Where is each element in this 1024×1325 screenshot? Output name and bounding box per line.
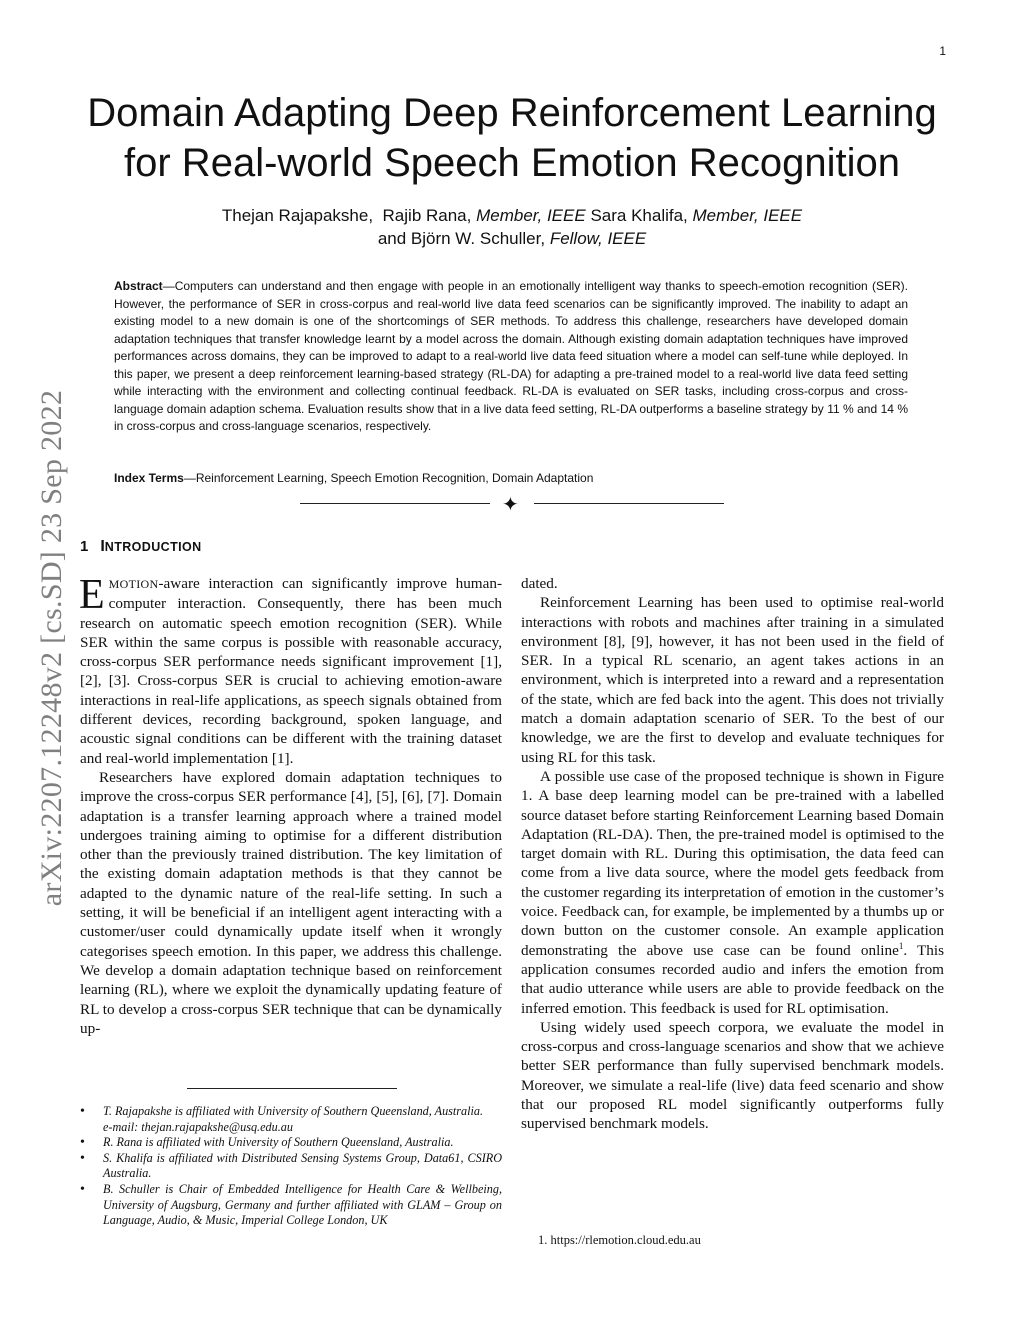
author-2-role: Member, IEEE bbox=[476, 206, 586, 225]
author-3: Sara Khalifa, bbox=[590, 206, 688, 225]
left-column bbox=[80, 574, 502, 1038]
index-terms-label: Index Terms bbox=[114, 471, 184, 485]
index-terms bbox=[114, 470, 908, 487]
author-4: and Björn W. Schuller, bbox=[377, 229, 546, 248]
title-line-2: for Real-world Speech Emotion Recognition bbox=[124, 141, 900, 185]
section-title-initial: I bbox=[100, 538, 105, 555]
section-title-rest: NTRODUCTION bbox=[104, 540, 202, 554]
intro-smallcaps: MOTION bbox=[108, 577, 159, 591]
section-separator bbox=[300, 494, 724, 514]
index-terms-text: —Reinforcement Learning, Speech Emotion Recognition, Domain Adaptation bbox=[183, 471, 594, 485]
intro-paragraph-1-text: -aware interaction can significantly improve human-computer interaction. Consequently, there has been much research on automatic speech emotion recognition (SER). While SER within the same corpus is possible with reasonable accuracy, cross-corpus SER performance needs significant improvement [1], [2], [3]. Cross-corpus SER is crucial to achieving emotion-aware interactions in real-life applications, as speech signals obtained from different devices, recording background, spoken language, and acoustic signal conditions can be different with the training dataset and real-world implementation [1]. bbox=[80, 575, 502, 767]
intro-paragraph-4-text-end: . This application consumes recorded audio and infers the emotion from that audio utterance while users are able to provide feedback on the inferred emotion. This feedback is used for RL optimisation. bbox=[521, 941, 945, 1017]
section-heading-introduction bbox=[80, 538, 202, 556]
arxiv-identifier-stamp: arXiv:2207.12248v2 [cs.SD] 23 Sep 2022 bbox=[35, 389, 68, 907]
author-affiliations bbox=[80, 1104, 502, 1229]
page-number: 1 bbox=[939, 44, 946, 58]
separator-star-icon: ✦ bbox=[502, 494, 519, 516]
title-line-1: Domain Adapting Deep Reinforcement Learning bbox=[87, 91, 937, 135]
abstract-text: —Computers can understand and then engage with people in an emotionally intelligent way thanks to speech-emotion recognition (SER). However, the performance of SER in cross-corpus and real-world live data feed scenarios can be significantly improved. The inability to adapt an existing model to a new domain is one of the shortcomings of SER methods. To address this challenge, researchers have developed domain adaptation techniques that transfer knowledge learnt by a model across the domain. Although existing domain adaptation techniques have improved performances across domains, they can be improved to adapt to a real-world live data feed situation where a model can self-tune while deployed. In this paper, we present a deep reinforcement learning-based strategy (RL-DA) for adapting a pre-trained model to a real-world live data feed setting while interacting with the environment and collecting continual feedback. RL-DA is evaluated on SER tasks, including cross-corpus and cross-language domain adaption schema. Evaluation results show that in a live data feed setting, RL-DA outperforms a baseline strategy by 11 % and 14 % in cross-corpus and cross-language scenarios, respectively. bbox=[114, 279, 908, 433]
intro-paragraph-continuation: dated. bbox=[521, 575, 558, 592]
paper-title bbox=[80, 88, 944, 188]
affiliation-schuller: B. Schuller is Chair of Embedded Intelligence for Health Care & Wellbeing, University of Augsburg, Germany and further affiliated with GLAM – Group on Language, Audio, & Music, Imperial College London, UK bbox=[103, 1181, 502, 1228]
affiliation-rana: R. Rana is affiliated with University of Southern Queensland, Australia. bbox=[103, 1135, 454, 1150]
intro-paragraph-1 bbox=[80, 574, 502, 768]
footnote-rule bbox=[187, 1088, 397, 1089]
affiliation-item bbox=[80, 1104, 502, 1135]
affiliation-khalifa: S. Khalifa is affiliated with Distributed Sensing Systems Group, Data61, CSIRO Australia. bbox=[103, 1150, 502, 1181]
abstract bbox=[114, 278, 908, 436]
intro-paragraph-3: Reinforcement Learning has been used to optimise real-world interactions with robots and machines after training in a simulated environment [8], [9], however, it has not been used in the field of SER. In a typical RL scenario, an agent takes actions in an environment, which is interpreted into a reward and a representation of the state, which are fed back into the agent. This does not trivially match a domain adaptation scenario of SER. To the best of our knowledge, we are the first to develop and evaluate techniques for using RL for this task. bbox=[521, 594, 944, 766]
section-number: 1 bbox=[80, 538, 89, 555]
intro-paragraph-4 bbox=[521, 767, 944, 1018]
affiliation-item bbox=[80, 1135, 502, 1151]
intro-paragraph-5: Using widely used speech corpora, we evaluate the model in cross-corpus and cross-language scenarios and show that we achieve better SER performance than fully supervised benchmark models. Moreover, we simulate a real-life (live) data feed scenario and show that our proposed RL model significantly outperforms fully supervised benchmark models. bbox=[521, 1018, 944, 1133]
author-4-role: Fellow, IEEE bbox=[549, 229, 647, 248]
affiliation-item bbox=[80, 1151, 502, 1182]
separator-line-right bbox=[534, 503, 724, 504]
author-3-role: Member, IEEE bbox=[692, 206, 803, 225]
drop-cap: E bbox=[79, 572, 105, 618]
footnote-url: 1. https://rlemotion.cloud.edu.au bbox=[538, 1233, 701, 1247]
author-list bbox=[80, 204, 944, 250]
author-2: Rajib Rana, bbox=[382, 206, 472, 225]
footnote-marker: 1 bbox=[898, 940, 904, 951]
right-column bbox=[521, 574, 944, 1134]
affiliation-item bbox=[80, 1182, 502, 1229]
affiliation-rajapakshe: T. Rajapakshe is affiliated with University of Southern Queensland, Australia. bbox=[103, 1104, 484, 1118]
author-1: Thejan Rajapakshe, bbox=[221, 206, 374, 225]
abstract-label: Abstract bbox=[114, 279, 163, 293]
intro-paragraph-2: Researchers have explored domain adaptation techniques to improve the cross-corpus SER performance [4], [5], [6], [7]. Domain adaptation is a transfer learning approach where a trained model undergoes training aiming to optimise for a different distribution other than the previously trained distribution. The key limitation of the existing domain adaptation methods is that they cannot be adapted to the dynamic nature of the real-life setting. In such a setting, it will be beneficial if an intelligent agent interacting with a customer/user could dynamically update itself when it wrongly categorises speech emotion. In this paper, we address this challenge. We develop a domain adaptation technique based on reinforcement learning (RL), where we exploit the dynamically updating feature of RL to develop a cross-corpus SER technique that can be dynamically up- bbox=[80, 768, 502, 1037]
intro-paragraph-4-text: A possible use case of the proposed technique is shown in Figure 1. A base deep learning model can be pre-trained with a labelled source dataset before starting Reinforcement Learning based Domain Adaptation (RL-DA). Then, the pre-trained model is optimised to the target domain with RL. During this optimisation, the data feed can come from a live data source, where the model gets feedback from the customer regarding its interpretation of emotion in the customer’s voice. Feedback can, for example, be implemented by a thumbs up or down button on the customer console. An example application demonstrating the above use case can be found online bbox=[521, 767, 944, 959]
separator-line-left bbox=[300, 503, 490, 504]
affiliation-email: e-mail: thejan.rajapakshe@usq.edu.au bbox=[103, 1119, 293, 1134]
